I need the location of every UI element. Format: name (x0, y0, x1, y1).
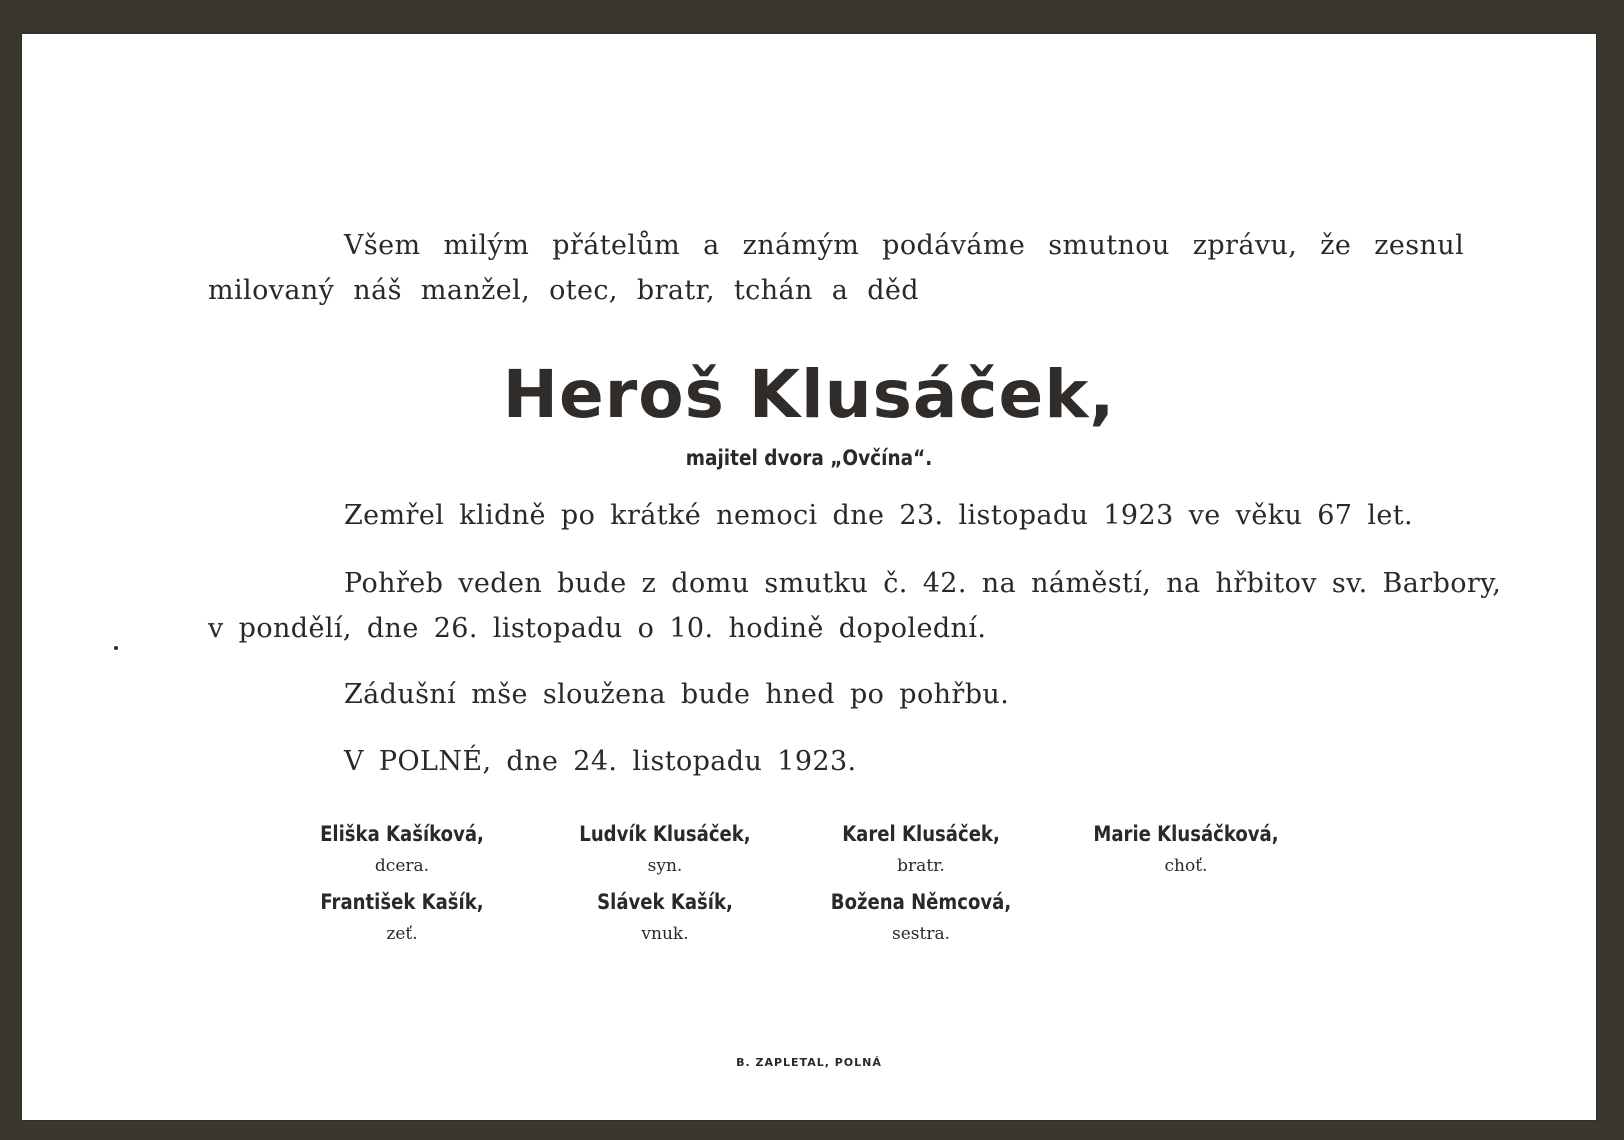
mourner-name: František Kašík, (320, 890, 484, 914)
mourner (535, 890, 795, 944)
deceased-name: Heroš Klusáček, (502, 356, 1116, 433)
place-date: V POLNÉ, dne 24. listopadu 1923. (344, 746, 857, 777)
mourner-name: Karel Klusáček, (842, 822, 1000, 846)
mourner (1056, 822, 1316, 876)
mourner-name: Božena Němcová, (830, 890, 1012, 914)
death-info: Zemřel klidně po krátké nemoci dne 23. listopadu 1923 ve věku 67 let. (344, 500, 1414, 531)
deceased-title: majitel dvora „Ovčína“. (685, 446, 933, 470)
intro-line-2: milovaný náš manžel, otec, bratr, tchán a děd (208, 275, 919, 306)
mourner (791, 890, 1051, 944)
mourner (791, 822, 1051, 876)
mourner-relation: sestra. (891, 924, 950, 944)
speck (114, 646, 118, 650)
printer-credit: B. ZAPLETAL, POLNÁ (736, 1056, 882, 1069)
mourner-name: Slávek Kašík, (597, 890, 733, 914)
mourner-name: Eliška Kašíková, (320, 822, 484, 846)
mass-info: Zádušní mše sloužena bude hned po pohřbu. (344, 679, 1010, 710)
intro-line-1: Všem milým přátelům a známým podáváme smutnou zprávu, že zesnul (344, 230, 1465, 261)
mourner-relation: syn. (647, 856, 683, 876)
mourner-relation: choť. (1164, 856, 1208, 876)
mourner (272, 890, 532, 944)
mourner-relation: vnuk. (641, 924, 689, 944)
mourner-name: Marie Klusáčková, (1093, 822, 1279, 846)
funeral-line-2: v pondělí, dne 26. listopadu o 10. hodině dopolední. (208, 613, 987, 644)
mourner-relation: bratr. (897, 856, 945, 876)
mourner-name: Ludvík Klusáček, (579, 822, 751, 846)
mourner (272, 822, 532, 876)
obituary-card (22, 34, 1596, 1120)
mourner (535, 822, 795, 876)
mourner-relation: zeť. (386, 924, 418, 944)
funeral-line-1: Pohřeb veden bude z domu smutku č. 42. na náměstí, na hřbitov sv. Barbory, (344, 568, 1502, 599)
mourner-relation: dcera. (374, 856, 430, 876)
